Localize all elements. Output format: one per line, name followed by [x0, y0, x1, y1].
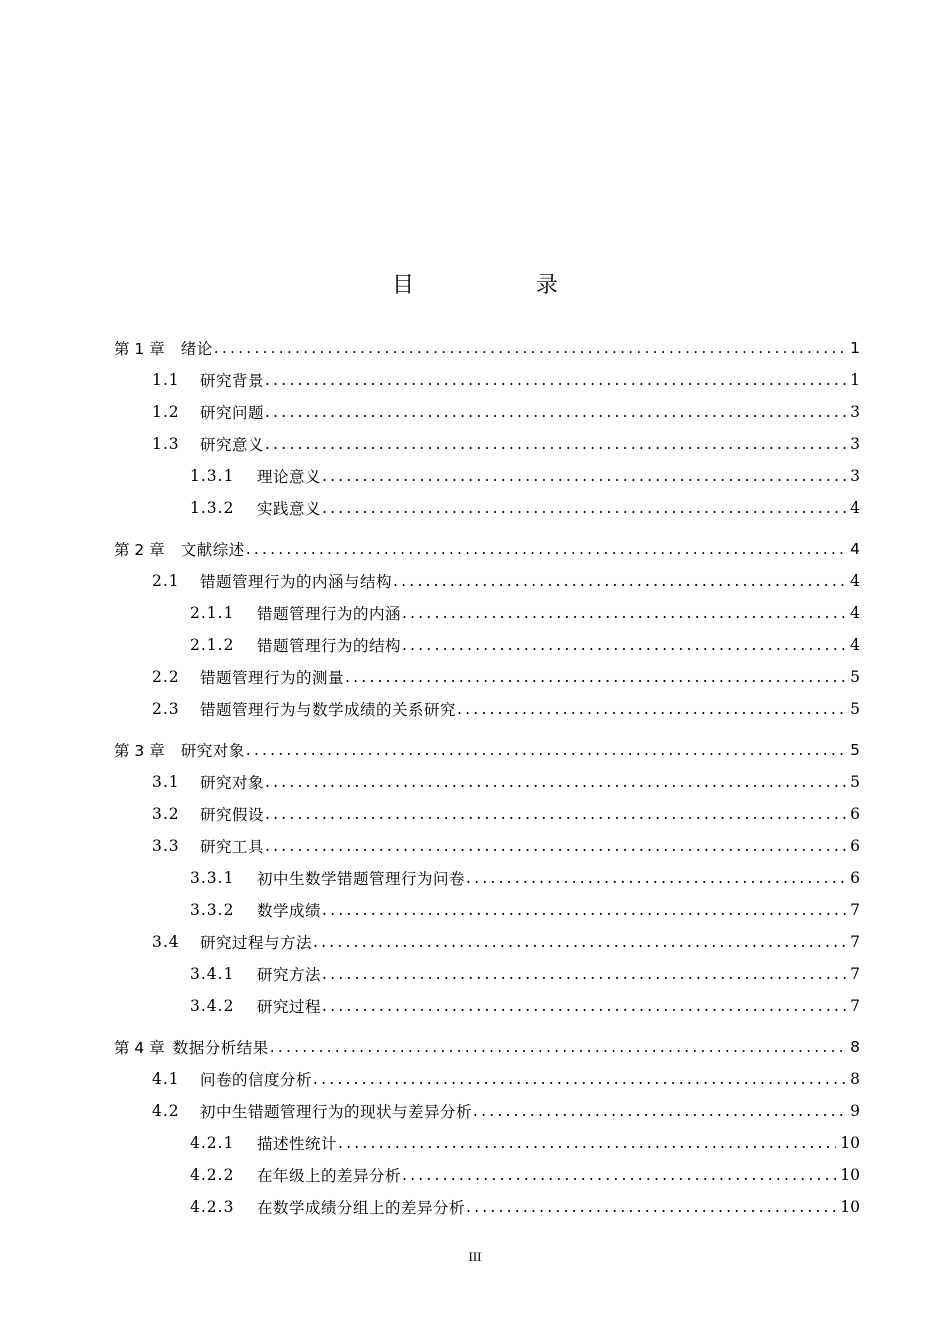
toc-section-1-2[interactable]: [114, 396, 860, 428]
toc-page: 7: [850, 901, 860, 919]
toc-title: 文献综述: [180, 541, 245, 559]
toc-title: 问卷的信度分析: [200, 1071, 313, 1089]
toc-section-3-4[interactable]: [114, 926, 860, 958]
toc-leader: [265, 773, 846, 791]
toc-title: 研究对象: [180, 742, 245, 760]
toc-page: 7: [850, 933, 860, 951]
toc-title: 研究背景: [200, 372, 265, 390]
toc-subsection-4-2-3[interactable]: [114, 1191, 860, 1223]
toc-title: 描述性统计: [257, 1135, 338, 1153]
toc-title: 研究对象: [200, 774, 265, 792]
toc-leader: [393, 572, 846, 590]
toc-number: 4.2: [152, 1102, 180, 1120]
toc-title: 实践意义: [257, 500, 322, 518]
toc-page: 4: [850, 636, 860, 654]
toc-leader: [265, 403, 846, 421]
toc-section-2-3[interactable]: [114, 693, 860, 725]
toc-title: 初中生数学错题管理行为问卷: [257, 870, 466, 888]
toc-leader: [265, 805, 846, 823]
toc-page: 1: [850, 339, 860, 357]
toc-page: 6: [850, 805, 860, 823]
toc-number: 第 1 章: [114, 340, 165, 358]
toc-section-3-3[interactable]: [114, 830, 860, 862]
toc-number: 3.4.2: [190, 997, 235, 1015]
toc-page: 10: [840, 1166, 860, 1184]
toc-page: 8: [850, 1070, 860, 1088]
toc-number: 第 3 章: [114, 742, 165, 760]
toc-page: 6: [850, 869, 860, 887]
toc-subsection-3-4-2[interactable]: [114, 990, 860, 1022]
toc-title: 在数学成绩分组上的差异分析: [257, 1199, 466, 1217]
toc-title: 研究意义: [200, 436, 265, 454]
toc-section-1-1[interactable]: [114, 364, 860, 396]
toc-title: 理论意义: [257, 468, 322, 486]
toc-title: 初中生错题管理行为的现状与差异分析: [200, 1103, 473, 1121]
toc-page: 5: [850, 700, 860, 718]
toc-leader: [466, 869, 846, 887]
page-number-footer: III: [468, 1249, 482, 1264]
toc-leader: [338, 1134, 836, 1152]
toc-page: 3: [850, 403, 860, 421]
toc-section-3-1[interactable]: [114, 766, 860, 798]
toc-subsection-4-2-2[interactable]: [114, 1159, 860, 1191]
toc-leader: [214, 339, 846, 357]
page-title: 目 录: [391, 273, 608, 298]
toc-chapter-3[interactable]: [114, 734, 860, 766]
toc-leader: [313, 1070, 846, 1088]
toc-number: 2.2: [152, 668, 180, 686]
toc-leader: [402, 636, 846, 654]
toc-leader: [246, 540, 846, 558]
toc-number: 3.4: [152, 933, 180, 951]
toc-page: 4: [850, 572, 860, 590]
toc-leader: [265, 837, 846, 855]
toc-title: 错题管理行为与数学成绩的关系研究: [200, 701, 457, 719]
toc-leader: [246, 741, 846, 759]
toc-leader: [313, 933, 846, 951]
toc-number: 2.1.1: [190, 604, 235, 622]
toc-subsection-1-3-1[interactable]: [114, 460, 860, 492]
toc-page: 10: [840, 1198, 860, 1216]
toc-subsection-3-4-1[interactable]: [114, 958, 860, 990]
toc-leader: [322, 467, 846, 485]
toc-number: 3.2: [152, 805, 180, 823]
toc-page: 5: [850, 741, 860, 759]
toc-section-1-3[interactable]: [114, 428, 860, 460]
toc-leader: [466, 1198, 836, 1216]
toc-page: 8: [850, 1038, 860, 1056]
toc-subsection-1-3-2[interactable]: [114, 492, 860, 524]
toc-leader: [322, 997, 846, 1015]
toc-section-2-1[interactable]: [114, 565, 860, 597]
toc-chapter-4[interactable]: [114, 1031, 860, 1063]
toc-title: 错题管理行为的结构: [257, 637, 402, 655]
toc-number: 1.3.1: [190, 467, 235, 485]
toc-number: 1.3: [152, 435, 180, 453]
toc-section-3-2[interactable]: [114, 798, 860, 830]
toc-title: 错题管理行为的内涵与结构: [200, 573, 393, 591]
toc-leader: [265, 435, 846, 453]
toc-number: 3.3.1: [190, 869, 235, 887]
toc-title: 研究假设: [200, 806, 265, 824]
toc-title: 研究工具: [200, 838, 265, 856]
toc-number: 4.2.1: [190, 1134, 235, 1152]
toc-number: 4.1: [152, 1070, 180, 1088]
toc-title: 研究问题: [200, 404, 265, 422]
toc-leader: [265, 371, 846, 389]
toc-page: 5: [850, 773, 860, 791]
toc-page: 9: [850, 1102, 860, 1120]
toc-number: 3.4.1: [190, 965, 235, 983]
toc-page: 7: [850, 965, 860, 983]
toc-subsection-2-1-1[interactable]: [114, 597, 860, 629]
toc-title: 数据分析结果: [172, 1039, 269, 1057]
toc-page: 4: [850, 540, 860, 558]
toc-leader: [270, 1038, 846, 1056]
toc-leader: [402, 1166, 836, 1184]
toc-subsection-3-3-2[interactable]: [114, 894, 860, 926]
toc-title: 在年级上的差异分析: [257, 1167, 402, 1185]
toc-page: 1: [850, 371, 860, 389]
toc-number: 3.3: [152, 837, 180, 855]
toc-leader: [322, 499, 846, 517]
toc-number: 3.1: [152, 773, 180, 791]
toc-subsection-2-1-2[interactable]: [114, 629, 860, 661]
toc-number: 4.2.2: [190, 1166, 235, 1184]
toc-title: 错题管理行为的内涵: [257, 605, 402, 623]
toc-subsection-3-3-1[interactable]: [114, 862, 860, 894]
toc-number: 第 2 章: [114, 541, 165, 559]
toc-chapter-2[interactable]: [114, 533, 860, 565]
toc-number: 2.3: [152, 700, 180, 718]
toc-page: 3: [850, 435, 860, 453]
toc-number: 3.3.2: [190, 901, 235, 919]
toc-section-4-2[interactable]: [114, 1095, 860, 1127]
toc-number: 1.3.2: [190, 499, 235, 517]
toc-leader: [457, 700, 846, 718]
toc-page: 5: [850, 668, 860, 686]
toc-title: 研究过程与方法: [200, 934, 313, 952]
toc-number: 2.1.2: [190, 636, 235, 654]
table-of-contents: [114, 332, 860, 1223]
toc-number: 1.2: [152, 403, 180, 421]
toc-page: 3: [850, 467, 860, 485]
toc-leader: [402, 604, 846, 622]
toc-section-2-2[interactable]: [114, 661, 860, 693]
toc-leader: [473, 1102, 846, 1120]
toc-title: 绪论: [180, 340, 213, 358]
toc-page: 6: [850, 837, 860, 855]
toc-page: 4: [850, 499, 860, 517]
toc-section-4-1[interactable]: [114, 1063, 860, 1095]
toc-number: 1.1: [152, 371, 180, 389]
toc-title: 数学成绩: [257, 902, 322, 920]
toc-title: 研究过程: [257, 998, 322, 1016]
toc-number: 2.1: [152, 572, 180, 590]
toc-page: 7: [850, 997, 860, 1015]
toc-page: 4: [850, 604, 860, 622]
toc-title: 研究方法: [257, 966, 322, 984]
toc-subsection-4-2-1[interactable]: [114, 1127, 860, 1159]
toc-leader: [345, 668, 846, 686]
toc-number: 第 4 章: [114, 1039, 165, 1057]
toc-title: 错题管理行为的测量: [200, 669, 345, 687]
toc-number: 4.2.3: [190, 1198, 235, 1216]
toc-leader: [322, 901, 846, 919]
toc-chapter-1[interactable]: [114, 332, 860, 364]
toc-leader: [322, 965, 846, 983]
toc-page: 10: [840, 1134, 860, 1152]
